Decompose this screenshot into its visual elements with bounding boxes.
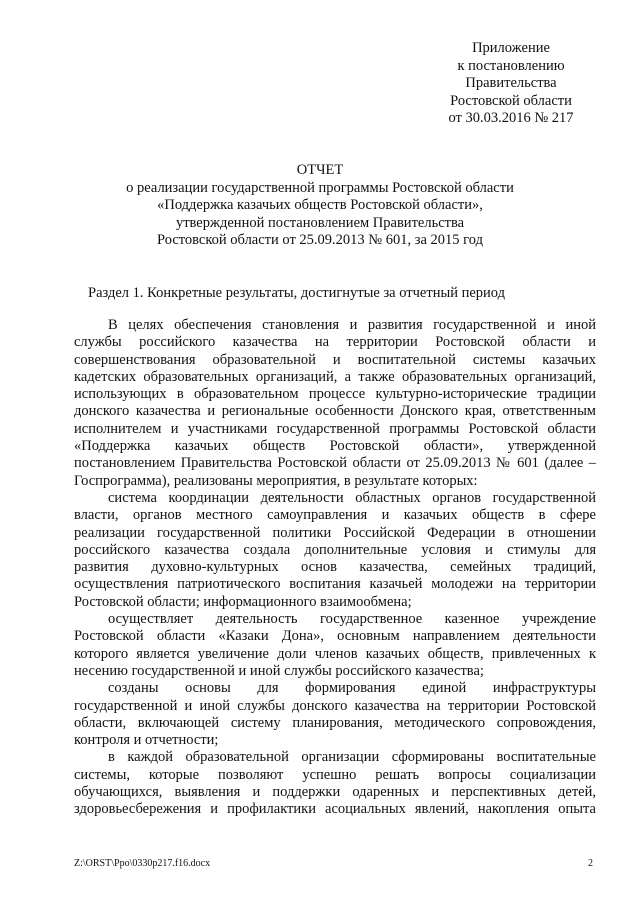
body-line: система координации деятельности областных органов государственной <box>108 489 596 506</box>
body-line: государственной и иной службы донского казачества на территории Ростовской <box>74 697 596 714</box>
appendix-line: к постановлению <box>457 57 565 74</box>
body-line: кадетских образовательных организаций, а также образовательных организаций, <box>74 368 596 385</box>
body-line: осуществления патриотического воспитания казачьей молодежи на территории <box>74 576 596 593</box>
body-line: развития духовно-культурных основ казачества, семейных традиций, <box>74 559 596 576</box>
report-title-line: о реализации государственной программы Ростовской области <box>126 179 514 196</box>
body-line: «Поддержка казачьих обществ Ростовской области», утвержденной <box>74 438 596 455</box>
body-line: обучающихся, выявления и поддержки одаренных и перспективных детей, <box>74 784 596 801</box>
body-line: здоровьесбережения и профилактики асоциальных явлений, накопления опыта <box>74 801 596 818</box>
body-line: Ростовской области; информационного взаимообмена; <box>74 593 412 610</box>
body-line: осуществляет деятельность государственное казенное учреждение <box>108 611 596 628</box>
body-line: которого является увеличение доли членов казачьих обществ, привлеченных к <box>74 645 596 662</box>
body-line: реализации государственной политики Российской Федерации в отношении <box>74 524 596 541</box>
file-path: Z:\ORST\Ppo\0330p217.f16.docx <box>74 858 211 869</box>
body-line: российского казачества создала дополнительные условия и стимулы для <box>74 541 596 558</box>
page-number: 2 <box>588 858 593 869</box>
body-line: использующих в образовательном процессе культурно-исторические традиции <box>74 386 596 403</box>
report-heading: ОТЧЕТ <box>296 162 344 178</box>
body-line: созданы основы для формирования единой инфраструктуры <box>108 680 596 697</box>
body-line: Госпрограмма), реализованы мероприятия, в результате которых: <box>74 472 478 489</box>
report-title-line: Ростовской области от 25.09.2013 № 601, за 2015 год <box>157 232 483 248</box>
body-line: системы, которые позволяют успешно решать вопросы социализации <box>74 766 596 783</box>
section-heading: Раздел 1. Конкретные результаты, достигнутые за отчетный период <box>88 285 505 301</box>
appendix-line: Правительства <box>465 75 557 91</box>
body-line: донского казачества и региональные особенности Донского края, ответственным <box>74 403 596 420</box>
body-line: контроля и отчетности; <box>74 732 219 749</box>
body-line: Ростовской области «Казаки Дона», основным направлением деятельности <box>74 628 596 645</box>
body-line: В целях обеспечения становления и развития государственной и иной <box>108 317 596 333</box>
report-title-line: утвержденной постановлением Правительства <box>175 214 465 231</box>
body-line: области, включающей систему планирования, методического сопровождения, <box>74 714 596 731</box>
appendix-line: Приложение <box>472 40 550 56</box>
body-line: несению государственной и иной службы российского казачества; <box>74 662 484 679</box>
report-title <box>60 162 580 250</box>
appendix-line: от 30.03.2016 № 217 <box>448 110 574 126</box>
report-body <box>74 317 596 819</box>
body-line: постановлением Правительства Ростовской области от 25.09.2013 № 601 (далее – <box>74 455 596 472</box>
body-line: совершенствования образовательной и воспитательной системы казачьих <box>74 351 596 368</box>
report-title-line: «Поддержка казачьих обществ Ростовской области», <box>157 197 483 213</box>
body-line: исполнителем и участниками государственной программы Ростовской области <box>74 420 596 437</box>
body-line: в каждой образовательной организации сформированы воспитательные <box>108 749 596 766</box>
appendix-line: Ростовской области <box>450 92 572 109</box>
appendix-block <box>400 40 622 128</box>
body-line: власти, органов местного самоуправления и казачьих обществ в сфере <box>74 507 596 524</box>
body-line: службы российского казачества на территории Ростовской области и <box>74 334 596 351</box>
